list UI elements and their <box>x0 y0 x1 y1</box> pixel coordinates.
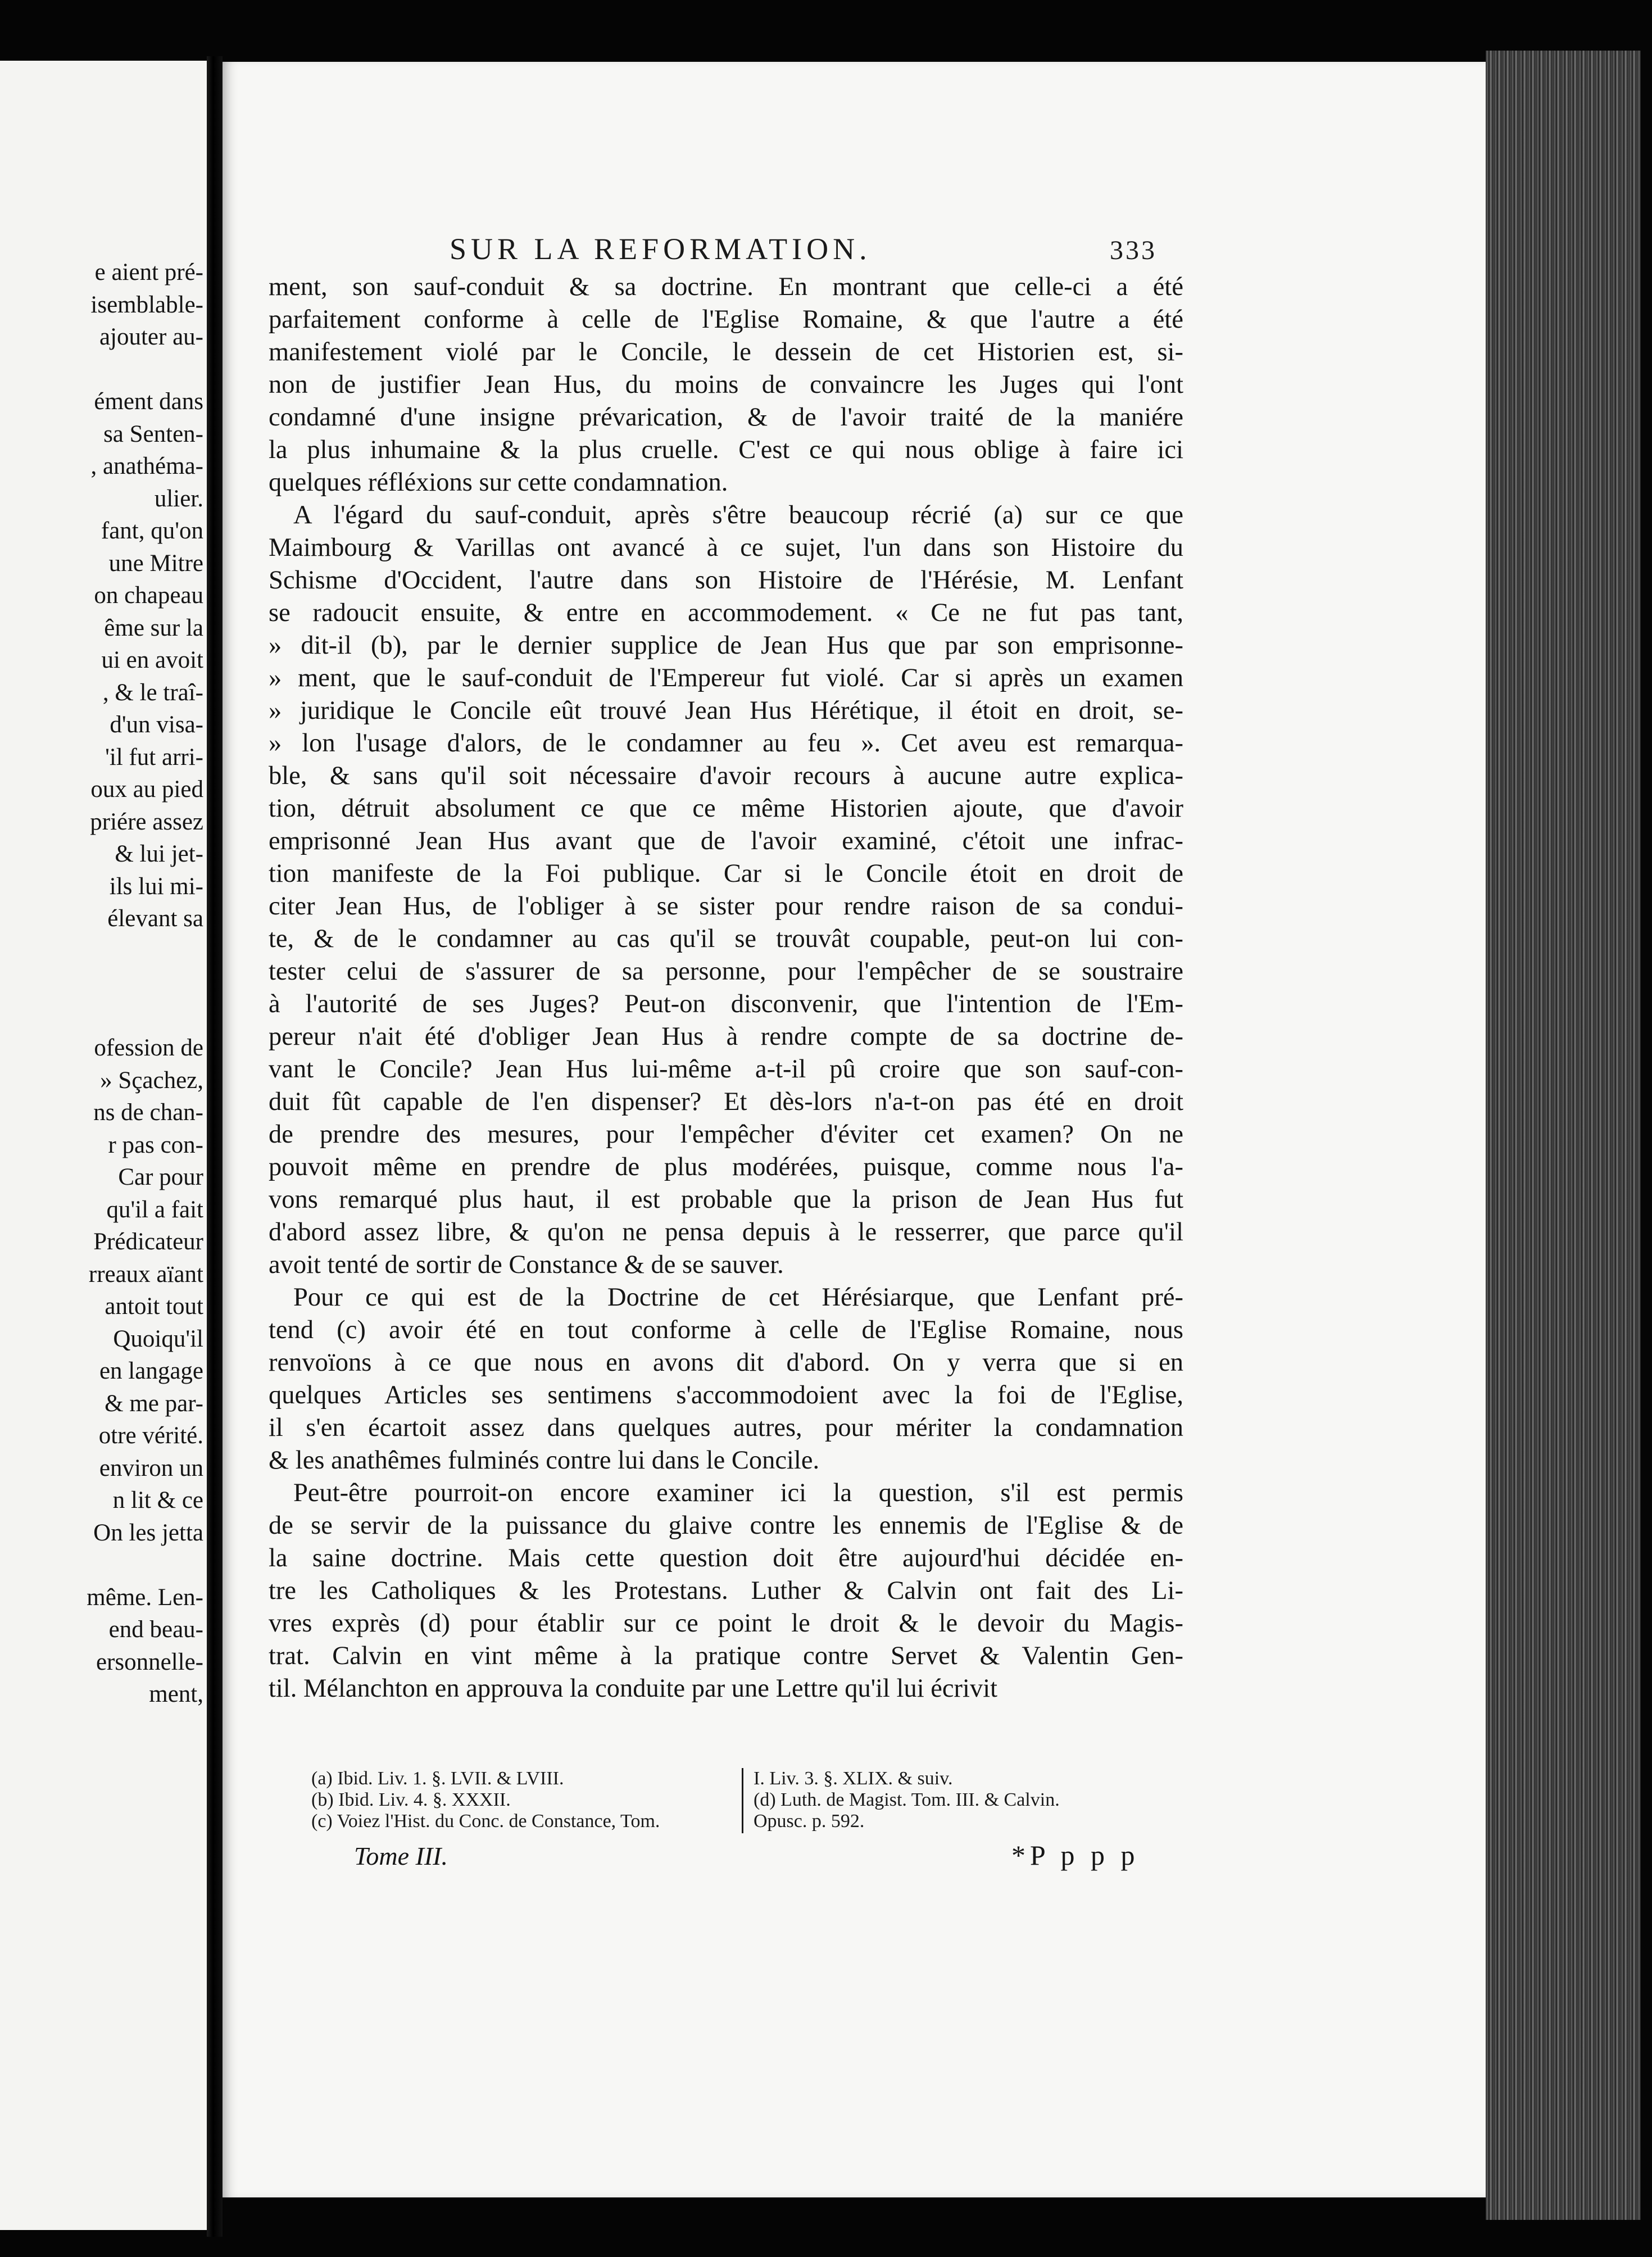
text-line: citer Jean Hus, de l'obliger à se sister pour rendre raison de sa condui- <box>269 892 1183 921</box>
text-line: la saine doctrine. Mais cette question doit être aujourd'hui décidée en- <box>269 1544 1183 1572</box>
facing-page-line: même. Len- <box>87 1584 203 1611</box>
text-line: non de justifier Jean Hus, du moins de convaincre les Juges qui l'ont <box>269 370 1183 399</box>
text-line: Schisme d'Occident, l'autre dans son Histoire de l'Hérésie, M. Lenfant <box>269 566 1183 595</box>
book-gutter <box>207 56 223 2237</box>
text-line: te, & de le condamner au cas qu'il se trouvât coupable, peut-on lui con- <box>269 924 1183 953</box>
facing-page-line: environ un <box>99 1454 203 1481</box>
footnotes-left-column <box>311 1768 738 1832</box>
text-line: tion manifeste de la Foi publique. Car si le Concile étoit en droit de <box>269 859 1183 888</box>
text-line: ment, son sauf-conduit & sa doctrine. En montrant que celle-ci a été <box>269 273 1183 301</box>
footnote-line: (b) Ibid. Liv. 4. §. XXXII. <box>311 1789 511 1810</box>
facing-page-line: d'un visa- <box>110 711 203 738</box>
text-line: & les anathêmes fulminés contre lui dans le Concile. <box>269 1446 820 1475</box>
text-line: renvoïons à ce que nous en avons dit d'abord. On y verra que si en <box>269 1348 1183 1377</box>
footnote-line: I. Liv. 3. §. XLIX. & suiv. <box>754 1768 953 1789</box>
facing-page-line: sa Senten- <box>103 420 203 447</box>
facing-page-line: en langage <box>99 1358 203 1384</box>
text-line: vant le Concile? Jean Hus lui-même a-t-il pû croire que son sauf-con- <box>269 1055 1183 1084</box>
facing-page-line: élevant sa <box>107 905 203 932</box>
facing-page-left <box>0 61 207 2230</box>
text-line: à l'autorité de ses Juges? Peut-on disconvenir, que l'intention de l'Em- <box>269 990 1183 1018</box>
text-line: Peut-être pourroit-on encore examiner ici la question, s'il est permis <box>293 1479 1183 1507</box>
text-line: la plus inhumaine & la plus cruelle. C'est ce qui nous oblige à faire ici <box>269 436 1183 464</box>
facing-page-line: & lui jet- <box>115 841 203 867</box>
text-line: ble, & sans qu'il soit nécessaire d'avoir recours à aucune autre explica- <box>269 762 1183 790</box>
text-line: tion, détruit absolument ce que ce même Historien ajoute, que d'avoir <box>269 794 1183 823</box>
text-line: duit fût capable de l'en dispenser? Et dès-lors n'a-t-on pas été en droit <box>269 1087 1183 1116</box>
text-line: de prendre des mesures, pour l'empêcher d'éviter cet examen? On ne <box>269 1120 1183 1149</box>
facing-page-line: isemblable- <box>90 291 203 318</box>
text-line: Maimbourg & Varillas ont avancé à ce sujet, l'un dans son Histoire du <box>269 533 1183 562</box>
text-line: vons remarqué plus haut, il est probable que la prison de Jean Hus fut <box>269 1185 1183 1214</box>
text-line: vres exprès (d) pour établir sur ce point le droit & le devoir du Magis- <box>269 1609 1183 1638</box>
facing-page-line: priére assez <box>90 808 203 835</box>
facing-page-line: , & le traî- <box>102 679 203 706</box>
text-line: » dit-il (b), par le dernier supplice de Jean Hus que par son emprisonne- <box>269 631 1183 660</box>
facing-page-line: oux au pied <box>90 776 203 803</box>
text-line: til. Mélanchton en approuva la conduite par une Lettre qu'il lui écrivit <box>269 1674 998 1703</box>
facing-page-line: n lit & ce <box>112 1487 203 1513</box>
facing-page-line: 'il fut arri- <box>105 744 203 771</box>
facing-page-line: » Sçachez, <box>100 1067 203 1094</box>
text-line: parfaitement conforme à celle de l'Eglise Romaine, & que l'autre a été <box>269 305 1183 334</box>
facing-page-line: ment, <box>149 1681 203 1707</box>
facing-page-line: ément dans <box>94 388 203 415</box>
text-line: » juridique le Concile eût trouvé Jean Hus Hérétique, il étoit en droit, se- <box>269 696 1183 725</box>
facing-page-line: ofession de <box>94 1035 203 1061</box>
facing-page-line: ils lui mi- <box>109 873 203 900</box>
text-line: pouvoit même en prendre de plus modérées, puisque, comme nous l'a- <box>269 1153 1183 1181</box>
footnotes-right-column <box>742 1768 1203 1833</box>
footnote-line: (a) Ibid. Liv. 1. §. LVII. & LVIII. <box>311 1768 564 1789</box>
volume-signature: Tome III. <box>354 1842 448 1870</box>
text-line: d'abord assez libre, & qu'on ne pensa depuis à le resserrer, que parce qu'il <box>269 1218 1183 1247</box>
text-line: tre les Catholiques & les Protestans. Luther & Calvin ont fait des Li- <box>269 1576 1183 1605</box>
facing-page-line: On les jetta <box>93 1519 203 1546</box>
facing-page-line: otre vérité. <box>98 1422 203 1449</box>
facing-page-line: end beau- <box>108 1616 203 1643</box>
facing-page-line: qu'il a fait <box>106 1196 203 1223</box>
page-fore-edge <box>1486 51 1641 2220</box>
text-line: Pour ce qui est de la Doctrine de cet Hérésiarque, que Lenfant pré- <box>293 1283 1183 1312</box>
text-line: tester celui de s'assurer de sa personne, pour l'empêcher de se soustraire <box>269 957 1183 986</box>
paragraph <box>269 1477 1183 1705</box>
facing-page-line: ajouter au- <box>99 324 203 350</box>
facing-page-line: , anathéma- <box>90 453 203 479</box>
text-line: se radoucit ensuite, & entre en accommodement. « Ce ne fut pas tant, <box>269 599 1183 627</box>
text-line: » ment, que le sauf-conduit de l'Empereur fut violé. Car si après un examen <box>269 664 1183 692</box>
page-number: 333 <box>1110 235 1157 265</box>
facing-page-line: on chapeau <box>94 582 203 609</box>
page-body <box>269 271 1183 1705</box>
text-line: pereur n'ait été d'obliger Jean Hus à rendre compte de sa doctrine de- <box>269 1022 1183 1051</box>
text-line: manifestement violé par le Concile, le dessein de cet Historien est, si- <box>269 338 1183 366</box>
facing-page-line: ersonnelle- <box>96 1648 203 1675</box>
running-head: SUR LA REFORMATION. <box>450 232 872 266</box>
facing-page-line: ulier. <box>154 485 203 512</box>
text-line: » lon l'usage d'alors, de le condamner au feu ». Cet aveu est remarqua- <box>269 729 1183 758</box>
gathering-mark: *P p p p <box>1011 1839 1140 1871</box>
text-line: condamné d'une insigne prévarication, & de l'avoir traité de la maniére <box>269 403 1183 432</box>
facing-page-line: Prédicateur <box>93 1229 203 1255</box>
facing-page-line: Quoiqu'il <box>113 1325 203 1352</box>
text-line: quelques Articles ses sentimens s'accommodoient avec la foi de l'Eglise, <box>269 1381 1183 1410</box>
paragraph <box>269 499 1183 1281</box>
facing-page-line: rreaux aïant <box>88 1261 203 1288</box>
paragraph <box>269 1281 1183 1477</box>
text-line: avoit tenté de sortir de Constance & de se sauver. <box>269 1250 784 1279</box>
facing-page-line: une Mitre <box>108 550 203 577</box>
text-line: quelques réfléxions sur cette condamnation. <box>269 468 728 497</box>
text-line: tend (c) avoir été en tout conforme à celle de l'Eglise Romaine, nous <box>269 1316 1183 1344</box>
facing-page-line: ême sur la <box>104 614 203 641</box>
text-line: de se servir de la puissance du glaive contre les ennemis de l'Eglise & de <box>269 1511 1183 1540</box>
facing-page-line: e aient pré- <box>94 259 203 285</box>
text-line: trat. Calvin en vint même à la pratique contre Servet & Valentin Gen- <box>269 1642 1183 1670</box>
facing-page-text <box>0 61 207 2230</box>
footnote-line: Opusc. p. 592. <box>754 1811 865 1832</box>
facing-page-line: r pas con- <box>108 1131 203 1158</box>
facing-page-line: fant, qu'on <box>101 518 203 544</box>
facing-page-line: ui en avoit <box>101 647 203 673</box>
text-line: A l'égard du sauf-conduit, après s'être beaucoup récrié (a) sur ce que <box>293 501 1183 529</box>
facing-page-line: & me par- <box>105 1390 203 1417</box>
facing-page-line: Car pour <box>118 1164 203 1190</box>
text-line: emprisonné Jean Hus avant que de l'avoir examiné, c'étoit une infrac- <box>269 827 1183 855</box>
footnote-line: (d) Luth. de Magist. Tom. III. & Calvin. <box>754 1789 1060 1810</box>
text-line: il s'en écartoit assez dans quelques autres, pour mériter la condamnation <box>269 1413 1183 1442</box>
paragraph <box>269 271 1183 499</box>
facing-page-line: ns de chan- <box>93 1099 203 1126</box>
footnote-line: (c) Voiez l'Hist. du Conc. de Constance, Tom. <box>311 1811 660 1832</box>
facing-page-line: antoit tout <box>105 1293 203 1320</box>
